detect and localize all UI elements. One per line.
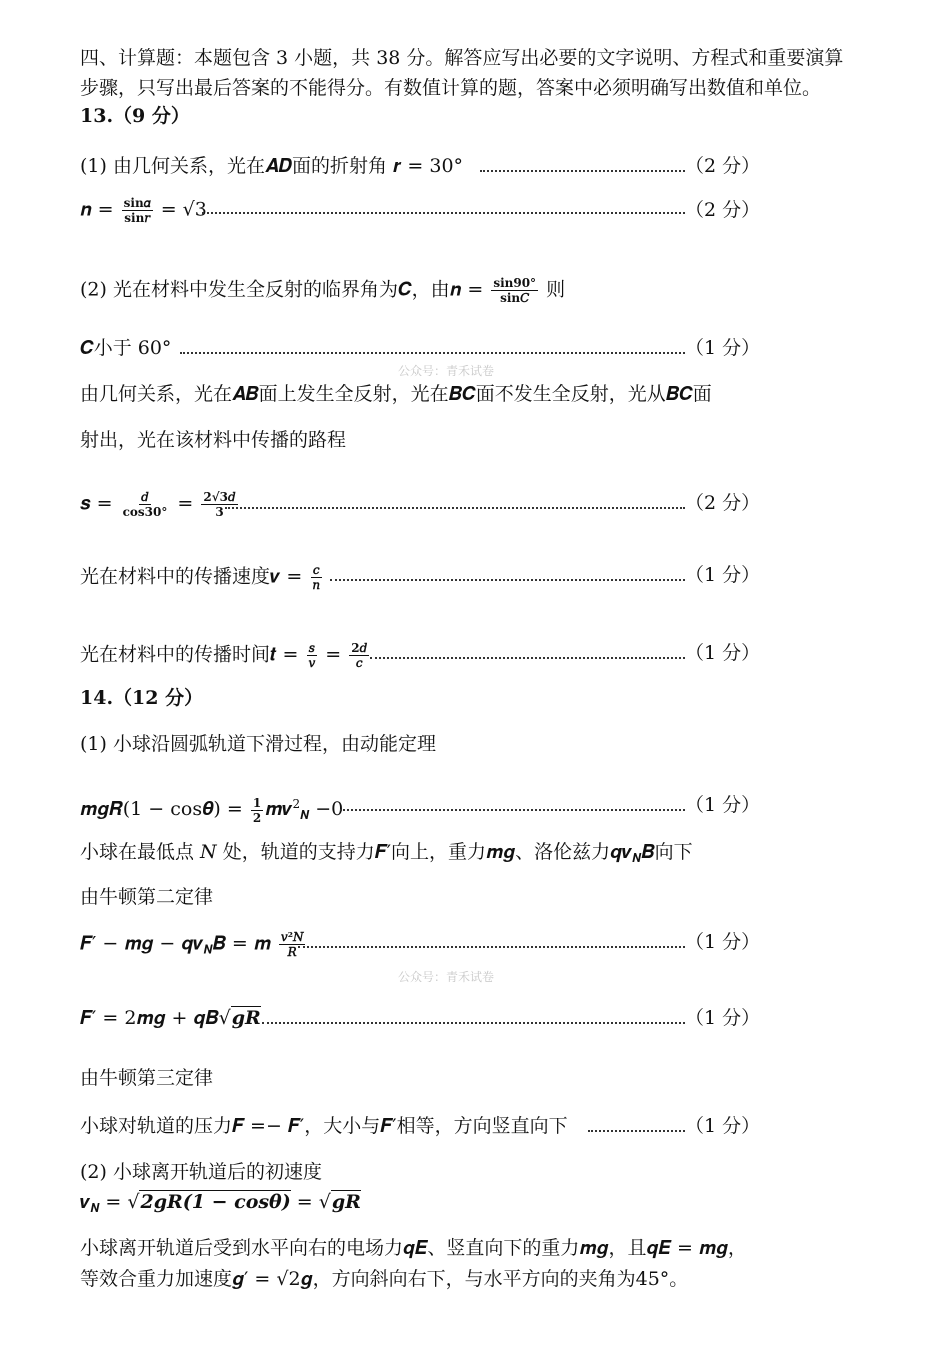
n-left: 𝒏 = [80,198,114,221]
f-fraction [279,930,306,959]
f2-left: 𝑭′ = 2𝒎𝒈 + 𝒒𝑩 [80,1007,219,1029]
low-point-a: 小球在最低点 [80,841,201,863]
q13-n-formula [80,196,207,225]
energy-sup: 2 [292,797,301,811]
q14-part2: (2) 小球离开轨道后的初速度 [80,1161,322,1183]
q14-vn-formula [80,1190,361,1220]
q14-force-formula [80,930,307,962]
q13-part2 [80,276,565,305]
q14-newton3: 由牛顿第三定律 [80,1067,214,1089]
q13-geo-line1: 由几何关系，光在𝑨𝑩面上发生全反射，光在𝑩𝑪面不发生全反射，光从𝑩𝑪面 [80,383,712,405]
score: （2 分） [685,492,761,514]
f-sub: 𝑵 [203,942,213,957]
energy-end: −0 [309,798,344,820]
q13-title: 13.（9 分） [80,105,190,127]
t-num2: 2𝑑 [351,641,368,655]
t-eq: = [325,643,342,666]
s-den: cos30° [122,505,168,519]
p2-suffix: 则 [546,278,566,301]
q14-leave-line2: 等效合重力加速度𝒈′ = √2𝒈，方向斜向右下，与水平方向的夹角为45°。 [80,1268,689,1290]
s-left: 𝒔 = [80,492,113,515]
s-den2: 3 [215,505,224,519]
q14-leave-line1: 小球离开轨道后受到水平向右的电场力𝒒𝑬、竖直向下的重力𝒎𝒈，且𝒒𝑬 = 𝒎𝒈， [80,1237,747,1259]
vn-sub: 𝑵 [90,1201,100,1215]
s-num: 𝑑 [141,490,149,504]
t-den: 𝑣 [308,656,316,670]
q14-newton2: 由牛顿第二定律 [80,886,214,908]
q13-t-formula [80,641,371,670]
q14-part1: (1) 小球沿圆弧轨道下滑过程，由动能定理 [80,733,436,755]
low-point-b: 处，轨道的支持力𝑭′向上，重力𝒎𝒈、洛伦兹力𝒒𝒗 [216,841,633,863]
n-right: = √3 [160,198,207,221]
sqrt-sign: √ [318,1191,331,1213]
vn-rad2: 𝒈𝑹 [331,1191,361,1213]
t-num: 𝑠 [308,641,315,655]
vn-eq: = [290,1191,319,1213]
q14-force-result [80,1006,261,1030]
sqrt-sign: √ [127,1191,140,1213]
score: （1 分） [685,794,761,816]
p2-num: sin90° [493,276,537,290]
n-num: sin𝛼 [123,196,151,210]
leader-dots [340,809,685,811]
v-num: 𝑐 [312,563,320,577]
leader-dots [202,212,685,214]
f-num: 𝑣²𝑁 [280,930,304,944]
energy-left: 𝒎𝒈𝑹(1 − cos𝜽) = [80,798,243,820]
section-heading-line1: 四、计算题：本题包含 3 小题，共 38 分。解答应写出必要的文字说明、方程式和重要演算 [80,47,844,69]
f-mid: 𝑩 = 𝒎 [212,932,271,955]
q14-energy-formula [80,792,343,827]
n-den: sin𝑟 [124,211,151,225]
q13-c-line: 𝑪小于 60° [80,337,172,359]
score: （1 分） [685,1007,761,1029]
score: （2 分） [685,155,761,177]
t-fraction1 [306,641,317,670]
f2-rad: 𝒈𝑹 [231,1007,261,1029]
leader-dots [298,946,685,948]
score: （1 分） [685,931,761,953]
vn-left: 𝒗 [80,1191,91,1213]
v-fraction [310,563,322,592]
s-fraction1 [121,490,170,519]
t-prefix: 光在材料中的传播时间𝒕 = [80,643,299,666]
t-fraction2 [349,641,369,670]
low-point-n: 𝑁 [200,841,217,863]
energy-sub: 𝑵 [300,808,310,822]
energy-fraction [251,796,263,825]
leader-dots [180,352,685,354]
q13-geo-line2: 射出，光在该材料中传播的路程 [80,429,347,451]
q14-low-point [80,840,693,870]
leader-dots [330,579,685,581]
leader-dots [480,170,685,172]
leader-dots [262,1022,685,1024]
f-den: 𝑅 [287,945,297,959]
n-fraction [122,196,153,225]
p2-prefix: (2) 光在材料中发生全反射的临界角为𝑪，由𝒏 = [80,278,484,301]
score: （1 分） [685,1115,761,1137]
leader-dots [588,1130,685,1132]
score: （1 分） [685,337,761,359]
vn-rad1: 2𝒈𝑹(1 − cos𝜽) [140,1191,291,1213]
q13-s-formula [80,490,240,519]
low-point-sub: 𝑵 [632,851,642,865]
section-heading-line2: 步骤，只写出最后答案的不能得分。有数值计算的题，答案中必须明确写出数值和单位。 [80,77,822,99]
watermark: 公众号：青禾试卷 [398,970,495,984]
p2-fraction [491,276,538,305]
s-fraction2 [201,490,237,519]
score: （1 分） [685,642,761,664]
leader-dots [225,507,685,509]
s-eq: = [177,492,194,515]
score: （1 分） [685,564,761,586]
v-den: 𝑛 [312,578,321,592]
s-num2: 2√3𝑑 [203,490,236,504]
q13-part1: (1) 由几何关系，光在𝑨𝑫面的折射角 𝒓 = 30° [80,155,464,177]
f-left: 𝑭′ − 𝒎𝒈 − 𝒒𝒗 [80,932,204,955]
q13-v-formula [80,563,324,592]
p2-den: sin𝐶 [500,291,530,305]
q14-pressure: 小球对轨道的压力𝑭 =− 𝑭′，大小与𝑭′相等，方向竖直向下 [80,1115,568,1137]
energy-num: 1 [252,795,262,810]
energy-right: 𝒎𝒗 [265,798,293,820]
t-den2: 𝑐 [355,656,363,670]
vn-mid: = [99,1191,128,1213]
energy-den: 2 [252,810,262,825]
score: （2 分） [685,199,761,221]
low-point-c: 𝑩向下 [641,841,693,863]
watermark: 公众号：青禾试卷 [398,364,495,378]
sqrt-sign: √ [218,1007,231,1029]
leader-dots [370,657,685,659]
q14-title: 14.（12 分） [80,687,204,709]
v-prefix: 光在材料中的传播速度𝒗 = [80,565,303,588]
